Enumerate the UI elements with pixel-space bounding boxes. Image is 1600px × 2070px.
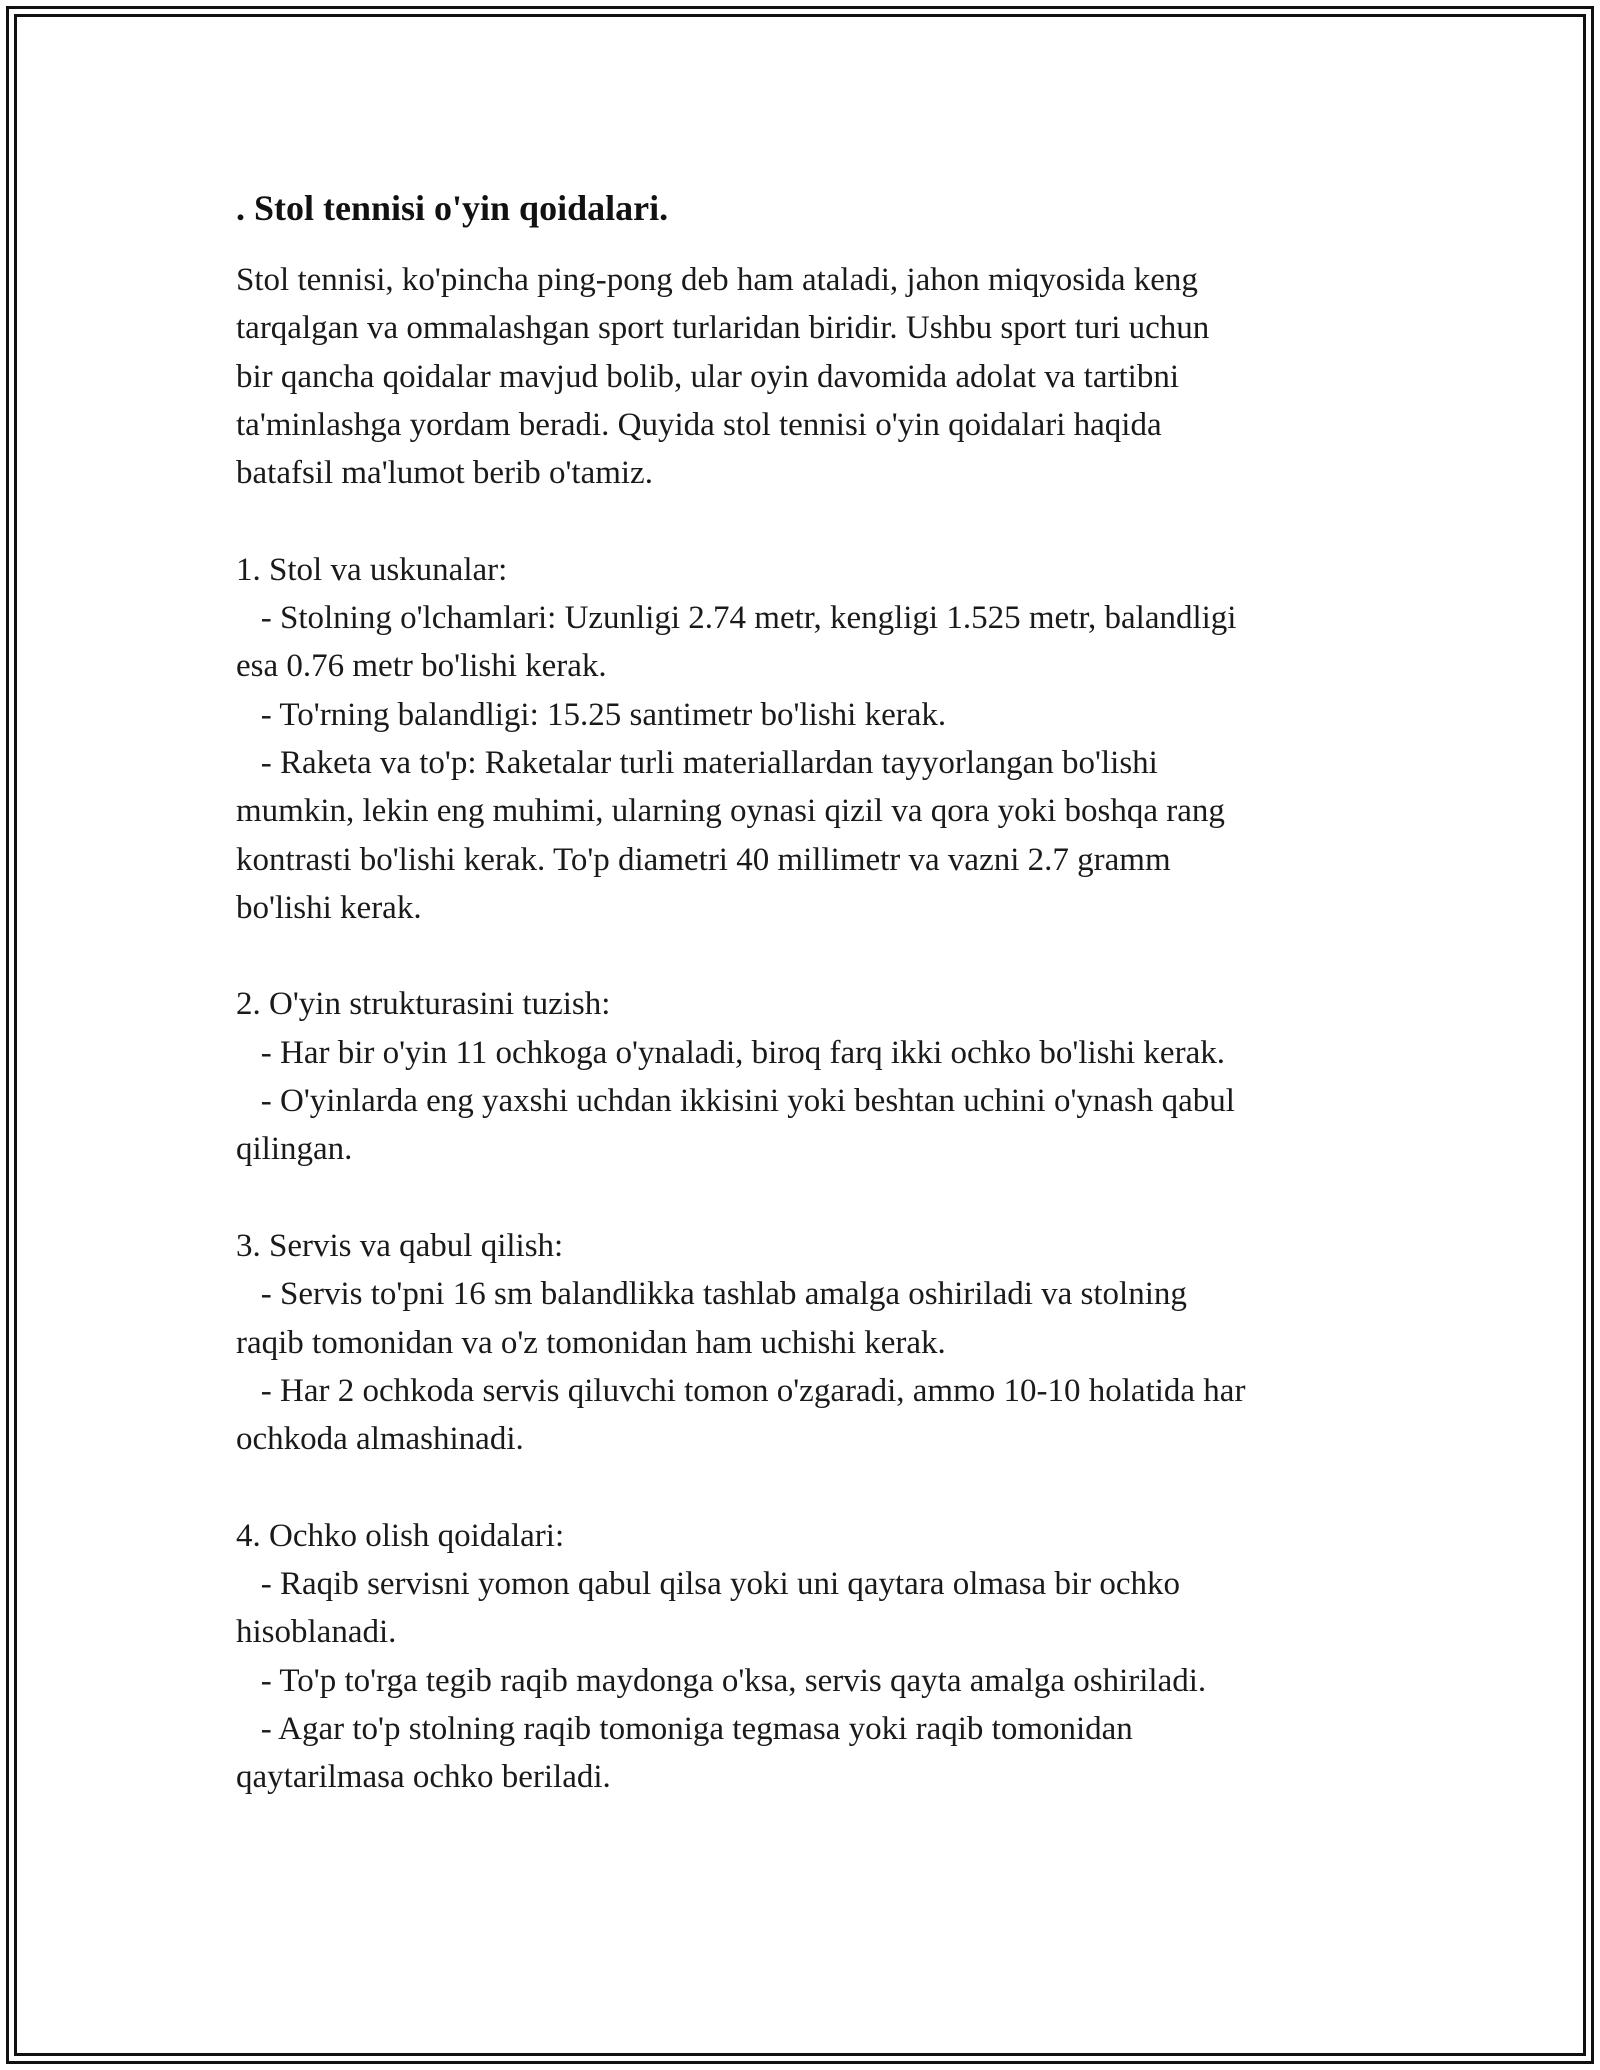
section-line: esa 0.76 metr bo'lishi kerak. <box>236 648 607 685</box>
section-line: - Har bir o'yin 11 ochkoga o'ynaladi, biroq farq ikki ochko bo'lishi kerak. <box>236 1034 1225 1071</box>
section-line: raqib tomonidan va o'z tomonidan ham uchishi kerak. <box>236 1324 946 1361</box>
section-line: - Servis to'pni 16 sm balandlikka tashlab amalga oshiriladi va stolning <box>236 1276 1187 1313</box>
intro-line: batafsil ma'lumot berib o'tamiz. <box>236 455 653 492</box>
section-line: - To'p to'rga tegib raqib maydonga o'ksa, servis qayta amalga oshiriladi. <box>236 1662 1207 1699</box>
section-line: hisoblanadi. <box>236 1614 397 1651</box>
section-line: bo'lishi kerak. <box>236 889 422 926</box>
section-line: ochkoda almashinadi. <box>236 1421 524 1458</box>
section-line: kontrasti bo'lishi kerak. To'p diametri 40 millimetr va vazni 2.7 gramm <box>236 841 1171 878</box>
section-service <box>236 1222 1406 1463</box>
spacer <box>236 1463 1406 1511</box>
section-line: qilingan. <box>236 1131 353 1168</box>
intro-line: bir qancha qoidalar mavjud bolib, ular oyin davomida adolat va tartibni <box>236 358 1179 395</box>
document-body <box>236 184 1406 1802</box>
section-line: - Raqib servisni yomon qabul qilsa yoki uni qaytara olmasa bir ochko <box>236 1566 1180 1603</box>
section-equipment <box>236 546 1406 932</box>
intro-line: tarqalgan va ommalashgan sport turlaridan biridir. Ushbu sport turi uchun <box>236 310 1210 347</box>
section-line: - O'yinlarda eng yaxshi uchdan ikkisini yoki beshtan uchini o'ynash qabul <box>236 1083 1235 1120</box>
spacer <box>236 932 1406 980</box>
section-heading: 4. Ochko olish qoidalari: <box>236 1517 565 1554</box>
intro-line: Stol tennisi, ko'pincha ping-pong deb ham ataladi, jahon miqyosida keng <box>236 262 1198 298</box>
spacer <box>236 497 1406 545</box>
section-game-structure <box>236 980 1406 1173</box>
spacer <box>236 1174 1406 1222</box>
section-line: - Raketa va to'p: Raketalar turli materiallardan tayyorlangan bo'lishi <box>236 744 1158 781</box>
section-line: mumkin, lekin eng muhimi, ularning oynasi qizil va qora yoki boshqa rang <box>236 793 1225 830</box>
section-scoring <box>236 1512 1406 1802</box>
section-line: - Agar to'p stolning raqib tomoniga tegmasa yoki raqib tomonidan <box>236 1710 1133 1747</box>
document-title: . Stol tennisi o'yin qoidalari. <box>236 188 669 228</box>
section-line: - Har 2 ochkoda servis qiluvchi tomon o'zgaradi, ammo 10-10 holatida har <box>236 1372 1246 1409</box>
intro-paragraph <box>236 256 1406 497</box>
section-line: qaytarilmasa ochko beriladi. <box>236 1759 611 1796</box>
section-heading: 3. Servis va qabul qilish: <box>236 1227 564 1264</box>
intro-line: ta'minlashga yordam beradi. Quyida stol tennisi o'yin qoidalari haqida <box>236 406 1162 443</box>
section-line: - Stolning o'lchamlari: Uzunligi 2.74 metr, kengligi 1.525 metr, balandligi <box>236 600 1237 637</box>
section-heading: 1. Stol va uskunalar: <box>236 551 508 588</box>
section-line: - To'rning balandligi: 15.25 santimetr bo'lishi kerak. <box>236 696 947 733</box>
section-heading: 2. O'yin strukturasini tuzish: <box>236 986 611 1023</box>
